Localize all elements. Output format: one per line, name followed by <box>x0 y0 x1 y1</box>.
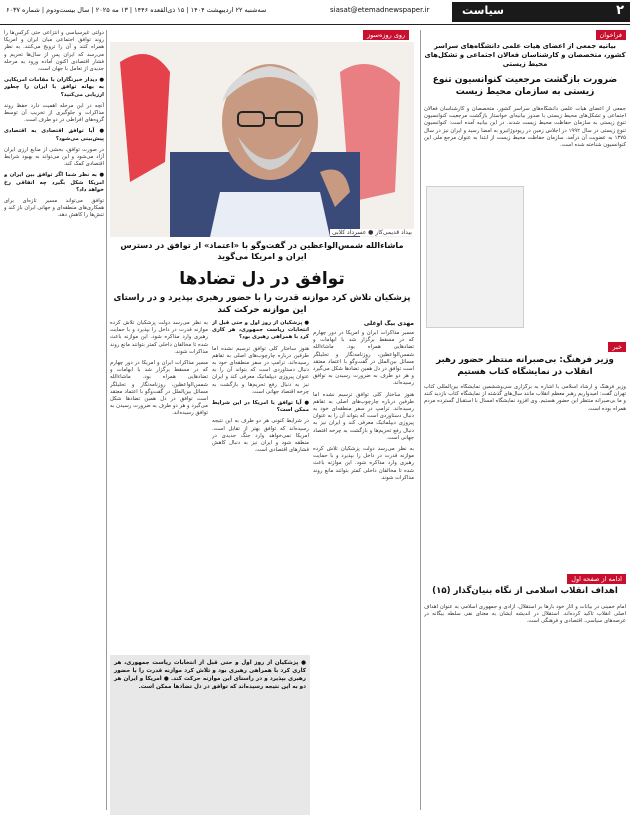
interview-body: مسیر مذاکرات ایران و امریکا در دور چهارم که در مسقط برگزار شد با ابهامات و تضادهایی همراه بود. ماشاءالله شمس‌الواعظین، روزنامه‌نگار و تحلیلگر مسائل بین‌الملل در گفت‌وگو با اعتماد معتقد است توافق در دل همین تضادها شکل می‌گیرد و هر دو طرف به ضرورت رسیدن به توافق رسیده‌اند. <box>110 360 208 417</box>
interview-body: هنوز ساختار کلی توافق ترسیم نشده اما طرفین درباره چارچوب‌های اصلی به تفاهم رسیده‌اند. ترامپ در سفر منطقه‌ای خود به دنبال دستاوردی است که بتواند آن را به عنوان پیروزی دیپلماتیک معرفی کند و ایران نیز به دنبال رفع تحریم‌ها و بازگشت به چرخه اقتصاد جهانی است. <box>313 391 414 441</box>
header-rule <box>0 24 630 25</box>
interview-deck: ماشاءالله شمس‌الواعظین در گفت‌وگو با «اعتماد» از توافق در دسترس ایران و امریکا می‌گوید <box>120 240 404 261</box>
kicker-label: فراخوان <box>596 30 626 40</box>
revolution-goals-headline: اهداف انقلاب اسلامی از نگاه بنیان‌گذار (۱۵) <box>432 586 618 596</box>
right-column <box>424 28 626 818</box>
interview-body: در شرایط کنونی هر دو طرف به این نتیجه رسیده‌اند که توافق بهتر از تقابل است. امریکا نمی‌خواهد وارد جنگ جدیدی در منطقه شود و ایران نیز به دنبال کاهش فشارهای اقتصادی است. <box>212 418 309 454</box>
interview-question: ● دیدار خبرنگاران با مقامات امریکایی به بهانه توافق با ایران را چطور ارزیابی می‌کنید؟ <box>4 77 104 98</box>
interview-question: ● آیا توافق اقتصادی به اقتصادی پیش‌بینی می‌شود؟ <box>4 128 104 142</box>
revolution-goals-body: امام خمینی در بیانات و آثار خود بارها بر استقلال، آزادی و جمهوری اسلامی به عنوان اهداف اصلی انقلاب تاکید کرده‌اند. استقلال در اندیشه ایشان به معنای نفی سلطه بیگانه در عرصه‌های سیاسی، اقتصادی و فرهنگی است. <box>424 604 626 625</box>
interview-body: مسیر مذاکرات ایران و امریکا در دور چهارم که در مسقط برگزار شد با ابهامات و تضادهایی همراه بود. ماشاءالله شمس‌الواعظین، روزنامه‌نگار و تحلیلگر مسائل بین‌الملل در گفت‌وگو با اعتماد معتقد است توافق در دل همین تضادها شکل می‌گیرد و هر دو طرف به ضرورت رسیدن به توافق رسیده‌اند. <box>313 330 414 387</box>
page-header <box>0 0 630 26</box>
statement-title: ضرورت بازگشت مرجعیت کنوانسیون تنوع زیستی به سازمان محیط زیست <box>432 75 618 97</box>
interview-subhead: پزشکیان تلاش کرد موازنه قدرت را با حضور رهبری بپذیرد و در راستای این موازنه حرکت کند <box>113 293 411 315</box>
interview-body: به نظر می‌رسد دولت پزشکیان تلاش کرده موازنه قدرت در داخل را بپذیرد و با حمایت رهبری وارد مذاکره شود. این موازنه باعث شده تا مخالفان داخلی کمتر بتوانند مانع روند مذاکرات شوند. <box>110 320 208 355</box>
statement-body: جمعی از اعضای هیات علمی دانشگاه‌های سراسر کشور، متخصصان و کارشناسان فعالان اجتماعی و تشکل‌های محیط زیستی با صدور بیانیه‌ای خواستار بازگشت مرجعیت کنوانسیون تنوع زیستی به سازمان حفاظت محیط زیست شدند. در این بیانیه آمده است: کنوانسیون تنوع زیستی در سال ۱۹۹۲ در اجلاس زمین در ریودوژانیرو به امضا رسید و ایران نیز در سال ۱۳۷۵ به عضویت آن درآمد. سازمان حفاظت محیط زیست از ابتدا به عنوان مرجع ملی این کنوانسیون شناخته شده است. <box>424 106 626 149</box>
pull-quote-box <box>110 655 310 815</box>
section-banner <box>452 2 630 22</box>
statement-headline: بیانیه جمعی از اعضای هیات علمی دانشگاه‌های سراسر کشور، متخصصان و کارشناسان فعالان اجتماعی و تشکل‌های محیط زیستی <box>424 42 626 68</box>
interview-body: به نظر می‌رسد دولت پزشکیان تلاش کرده موازنه قدرت در داخل را بپذیرد و با حمایت رهبری وارد مذاکره شود. این موازنه باعث شده تا مخالفان داخلی کمتر بتوانند مانع روند مذاکرات شوند. <box>313 446 414 481</box>
interview-question: ● به نظر شما اگر توافق بین ایران و امریکا شکل بگیرد چه اتفاقی رخ خواهد داد؟ <box>4 172 104 193</box>
date-line: سه‌شنبه ۲۲ اردیبهشت ۱۴۰۴ | ۱۵ ذی‌القعده ۱۴۴۶ | ۱۳ مه ۲۰۲۵ | سال بیست‌و‌دوم | شماره ۶۰۳۷ <box>6 6 267 14</box>
kicker-label: روی روزه‌سوز <box>363 30 409 40</box>
culture-minister-headline: وزیر فرهنگ: بی‌صبرانه منتظر حضور رهبر انقلاب در نمایشگاه کتاب هستیم <box>436 355 614 377</box>
byline: مهدی بیگ اوغلی <box>363 320 414 327</box>
page-number: ۲ <box>616 3 624 18</box>
interview-continued-body: دولتی غیرسیاسی و انتزاعی حتی کرکس‌ها را روند توافق اجتماعی میان ایران و امریکا همراه کنند و آن را ترویج می‌کنند. به نظر می‌رسد که ایران پس از سال‌ها تحریم و فشار اقتصادی اکنون آماده ورود به مرحله جدیدی از تعامل با جهان است. <box>4 30 104 73</box>
kicker-label: ادامه از صفحه اول <box>567 574 626 584</box>
photo-caption: بیداد قدیمی‌کار ● عسرداد کلابی <box>332 229 412 236</box>
main-column-right <box>313 320 414 815</box>
kicker-label: خبر <box>608 342 626 352</box>
interview-photo <box>110 42 414 237</box>
site-email: siasat@etemadnewspaper.ir <box>330 6 430 14</box>
left-column <box>4 30 104 815</box>
pull-quote-text: ● پزشکیان از روز اول و حتی قبل از انتخابات ریاست جمهوری، هر کاری کرد با همراهی رهبری بود و تلاش کرد موازنه قدرت را با حضور رهبری بپذیرد و در راستای این موازنه حرکت کند. ● امریکا و ایران هر دو به این نتیجه رسیده‌اند که توافق در دل تضادها ممکن است. <box>114 660 306 690</box>
main-column-middle <box>212 320 309 650</box>
interview-body: هنوز ساختار کلی توافق ترسیم نشده اما طرفین درباره چارچوب‌های اصلی به تفاهم رسیده‌اند. ترامپ در سفر منطقه‌ای خود به دنبال دستاوردی است که بتواند آن را به عنوان پیروزی دیپلماتیک معرفی کند و ایران نیز به دنبال رفع تحریم‌ها و بازگشت به چرخه اقتصاد جهانی است. <box>212 345 309 395</box>
interview-question: ● پزشکیان از روز اول و حتی قبل از انتخابات ریاست جمهوری، هر کاری کرد با همراهی رهبری بود؟ <box>212 320 309 341</box>
interview-headline: توافق در دل تضادها <box>179 269 345 289</box>
interview-continued-body: توافق می‌تواند مسیر تازه‌ای برای همکاری‌های منطقه‌ای و جهانی ایران باز کند و تنش‌ها را کاهش دهد. <box>4 198 104 219</box>
section-title: سیاست <box>462 4 504 17</box>
main-column-left <box>110 320 208 650</box>
culture-minister-body: وزیر فرهنگ و ارشاد اسلامی با اشاره به برگزاری سی‌وششمین نمایشگاه بین‌المللی کتاب تهران گفت: امیدواریم رهبر معظم انقلاب مانند سال‌های گذشته از نمایشگاه کتاب بازدید کنند و ما بی‌صبرانه منتظر این حضور هستیم. وی افزود نمایشگاه امسال با استقبال گسترده مردم همراه بوده است. <box>424 384 626 412</box>
column-divider <box>420 30 421 810</box>
interview-continued-body: در صورت توافق، بخشی از منابع ارزی ایران آزاد می‌شود و این می‌تواند به بهبود شرایط اقتصادی کمک کند. <box>4 146 104 168</box>
portrait-illustration <box>110 42 414 237</box>
interview-continued-body: آنچه در این مرحله اهمیت دارد حفظ روند مذاکرات و جلوگیری از تخریب آن توسط گروه‌های افراطی در دو طرف است. <box>4 102 104 124</box>
column-divider <box>106 30 107 810</box>
interview-question: ● آیا توافق با امریکا در این شرایط ممکن است؟ <box>212 400 309 414</box>
signatories-box <box>426 186 524 328</box>
